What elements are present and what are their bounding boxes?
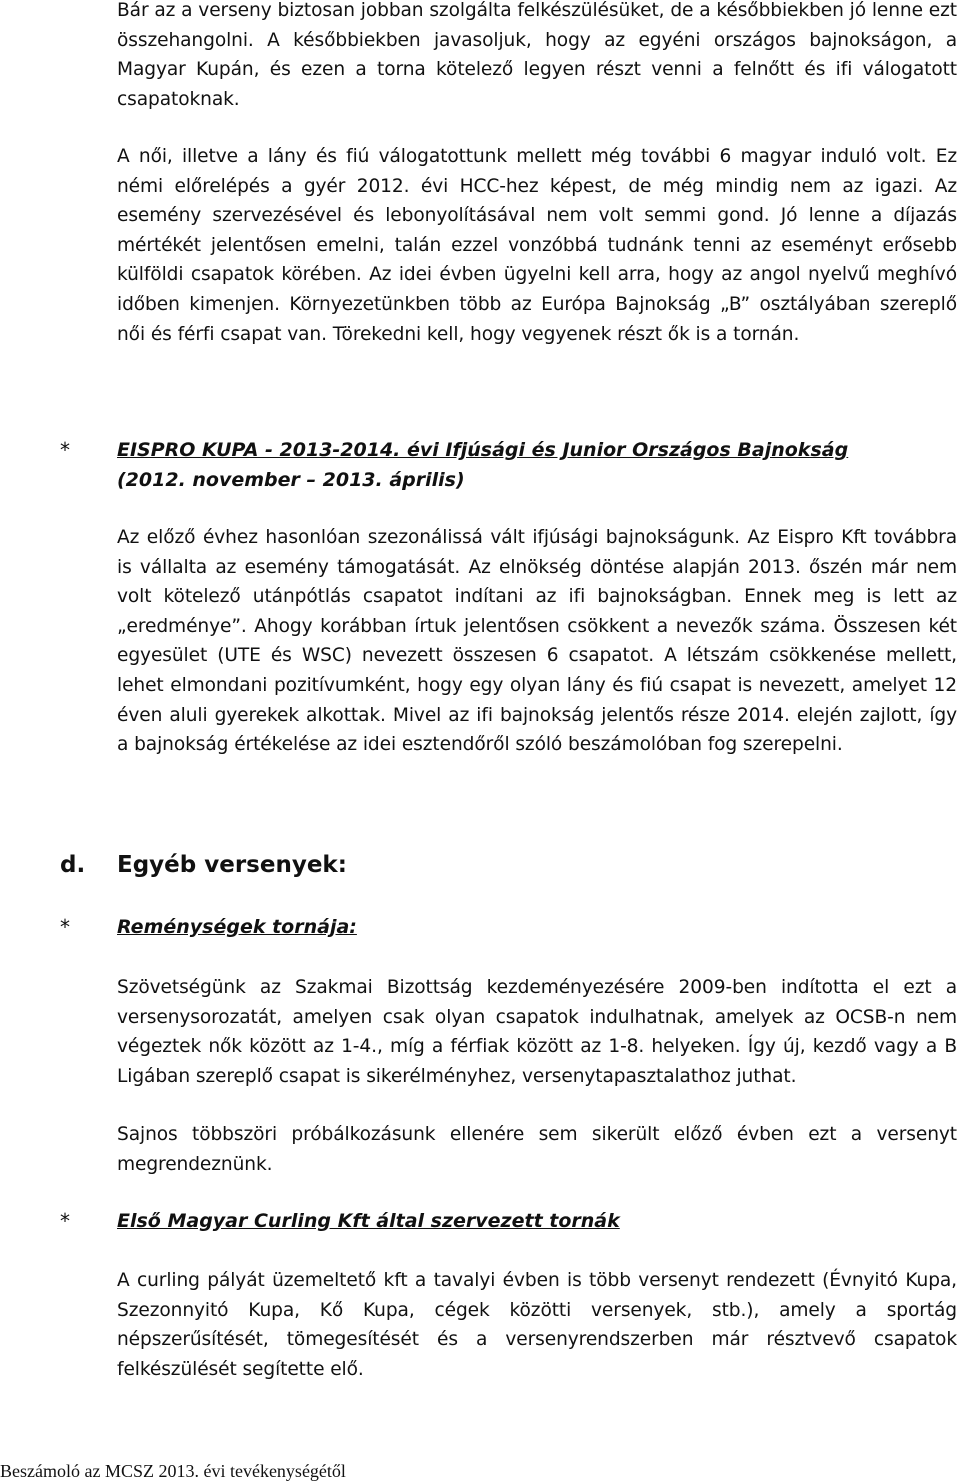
paragraph-youth-championship: Az előző évhez hasonlóan szezonálissá vált ifjúsági bajnokságunk. Az Eispro Kft továbbra is vállalta az esemény támogatását. Az elnökség döntése alapján 2013. őszén már nem volt kötelező utánpótlás csapatot indítani az ifi bajnokságban. Ennek meg is lett az „eredménye”. Ahogy korábban írtuk jelentősen csökkent a nevezők száma. Összesen két egyesület (UTE és WSC) nevezett összesen 6 csapatot. A létszám csökkenése mellett, lehet elmondani pozitívumként, hogy egy olyan lány és fiú csapat is nevezett, amelyet 12 éven aluli gyerekek alkottak. Mivel az ifi bajnokság jelentős része 2014. elején zajlott, így a bajnokság értékelése az idei esztendőről szóló beszámolóban fog szerepelni. (117, 527, 957, 756)
paragraph-not-held: Sajnos többszöri próbálkozásunk ellenére sem sikerült előző évben ezt a versenyt megrendeznünk. (117, 1124, 957, 1175)
page-footer: Beszámoló az MCSZ 2013. évi tevékenységétől (0, 1461, 346, 1481)
heading-eispro-title: EISPRO KUPA - 2013-2014. évi Ifjúsági és Junior Országos Bajnokság (117, 439, 849, 461)
heading-curling-kft-title: Első Magyar Curling Kft által szervezett tornák (117, 1210, 620, 1232)
bullet-marker: * (60, 915, 70, 939)
heading-eispro-dates: (2012. november – 2013. április) (117, 468, 465, 491)
paragraph-intro: Bár az a verseny biztosan jobban szolgálta felkészülésüket, de a későbbiekben jó lenne ezt összehangolni. A későbbiekben javasoljuk, hogy az egyéni országos bajnokságon, a Magyar Kupán, és ezen a torna kötelező legyen részt venni a felnőtt és ifi válogatott csapatoknak. (117, 0, 957, 110)
section-letter: d. (60, 852, 86, 878)
heading-eispro-kupa (117, 436, 957, 495)
heading-remenysegek-title: Reménységek tornája: (117, 916, 357, 938)
paragraph-remenysegek: Szövetségünk az Szakmai Bizottság kezdeményezésére 2009-ben indította el ezt a versenysorozatát, amelyen csak olyan csapatok indulhatnak, amelyek az OCSB-n nem végeztek nők között az 1-4., míg a férfiak között az 1-8. helyeken. Így új, kezdő vagy a B Ligában szereplő csapat is sikerélményhez, versenytapasztalathoz juthat. (117, 977, 957, 1087)
heading-remenysegek (117, 913, 957, 943)
paragraph-hcc-summary: A női, illetve a lány és fiú válogatottunk mellett még további 6 magyar induló volt. Ez némi előrelépés a gyér 2012. évi HCC-hez képest, de még mindig nem az igazi. Az esemény szervezésével és lebonyolításával nem volt semmi gond. Jó lenne a díjazás mértékét jelentősen emelni, talán ezzel vonzóbbá tudnánk tenni az eseményt erősebb külföldi csapatok körében. Az idei évben ügyelni kell arra, hogy az angol nyelvű meghívó időben kimenjen. Környezetünkben több az Európa Bajnokság „B” osztályában szereplő női és férfi csapat van. Törekedni kell, hogy vegyenek részt ők is a tornán. (117, 146, 957, 345)
bullet-marker: * (60, 438, 70, 462)
heading-curling-kft (117, 1207, 957, 1237)
bullet-marker: * (60, 1209, 70, 1233)
section-title: Egyéb versenyek: (117, 852, 347, 878)
paragraph-curling-kft: A curling pályát üzemeltető kft a tavalyi évben is több versenyt rendezett (Évnyitó Kupa, Szezonnyitó Kupa, Kő Kupa, cégek közötti versenyek, stb.), amely a sportág népszerűsítését, tömegesítését és a versenyrendszerben már résztvevő csapatok felkészülését segítette elő. (117, 1270, 957, 1380)
